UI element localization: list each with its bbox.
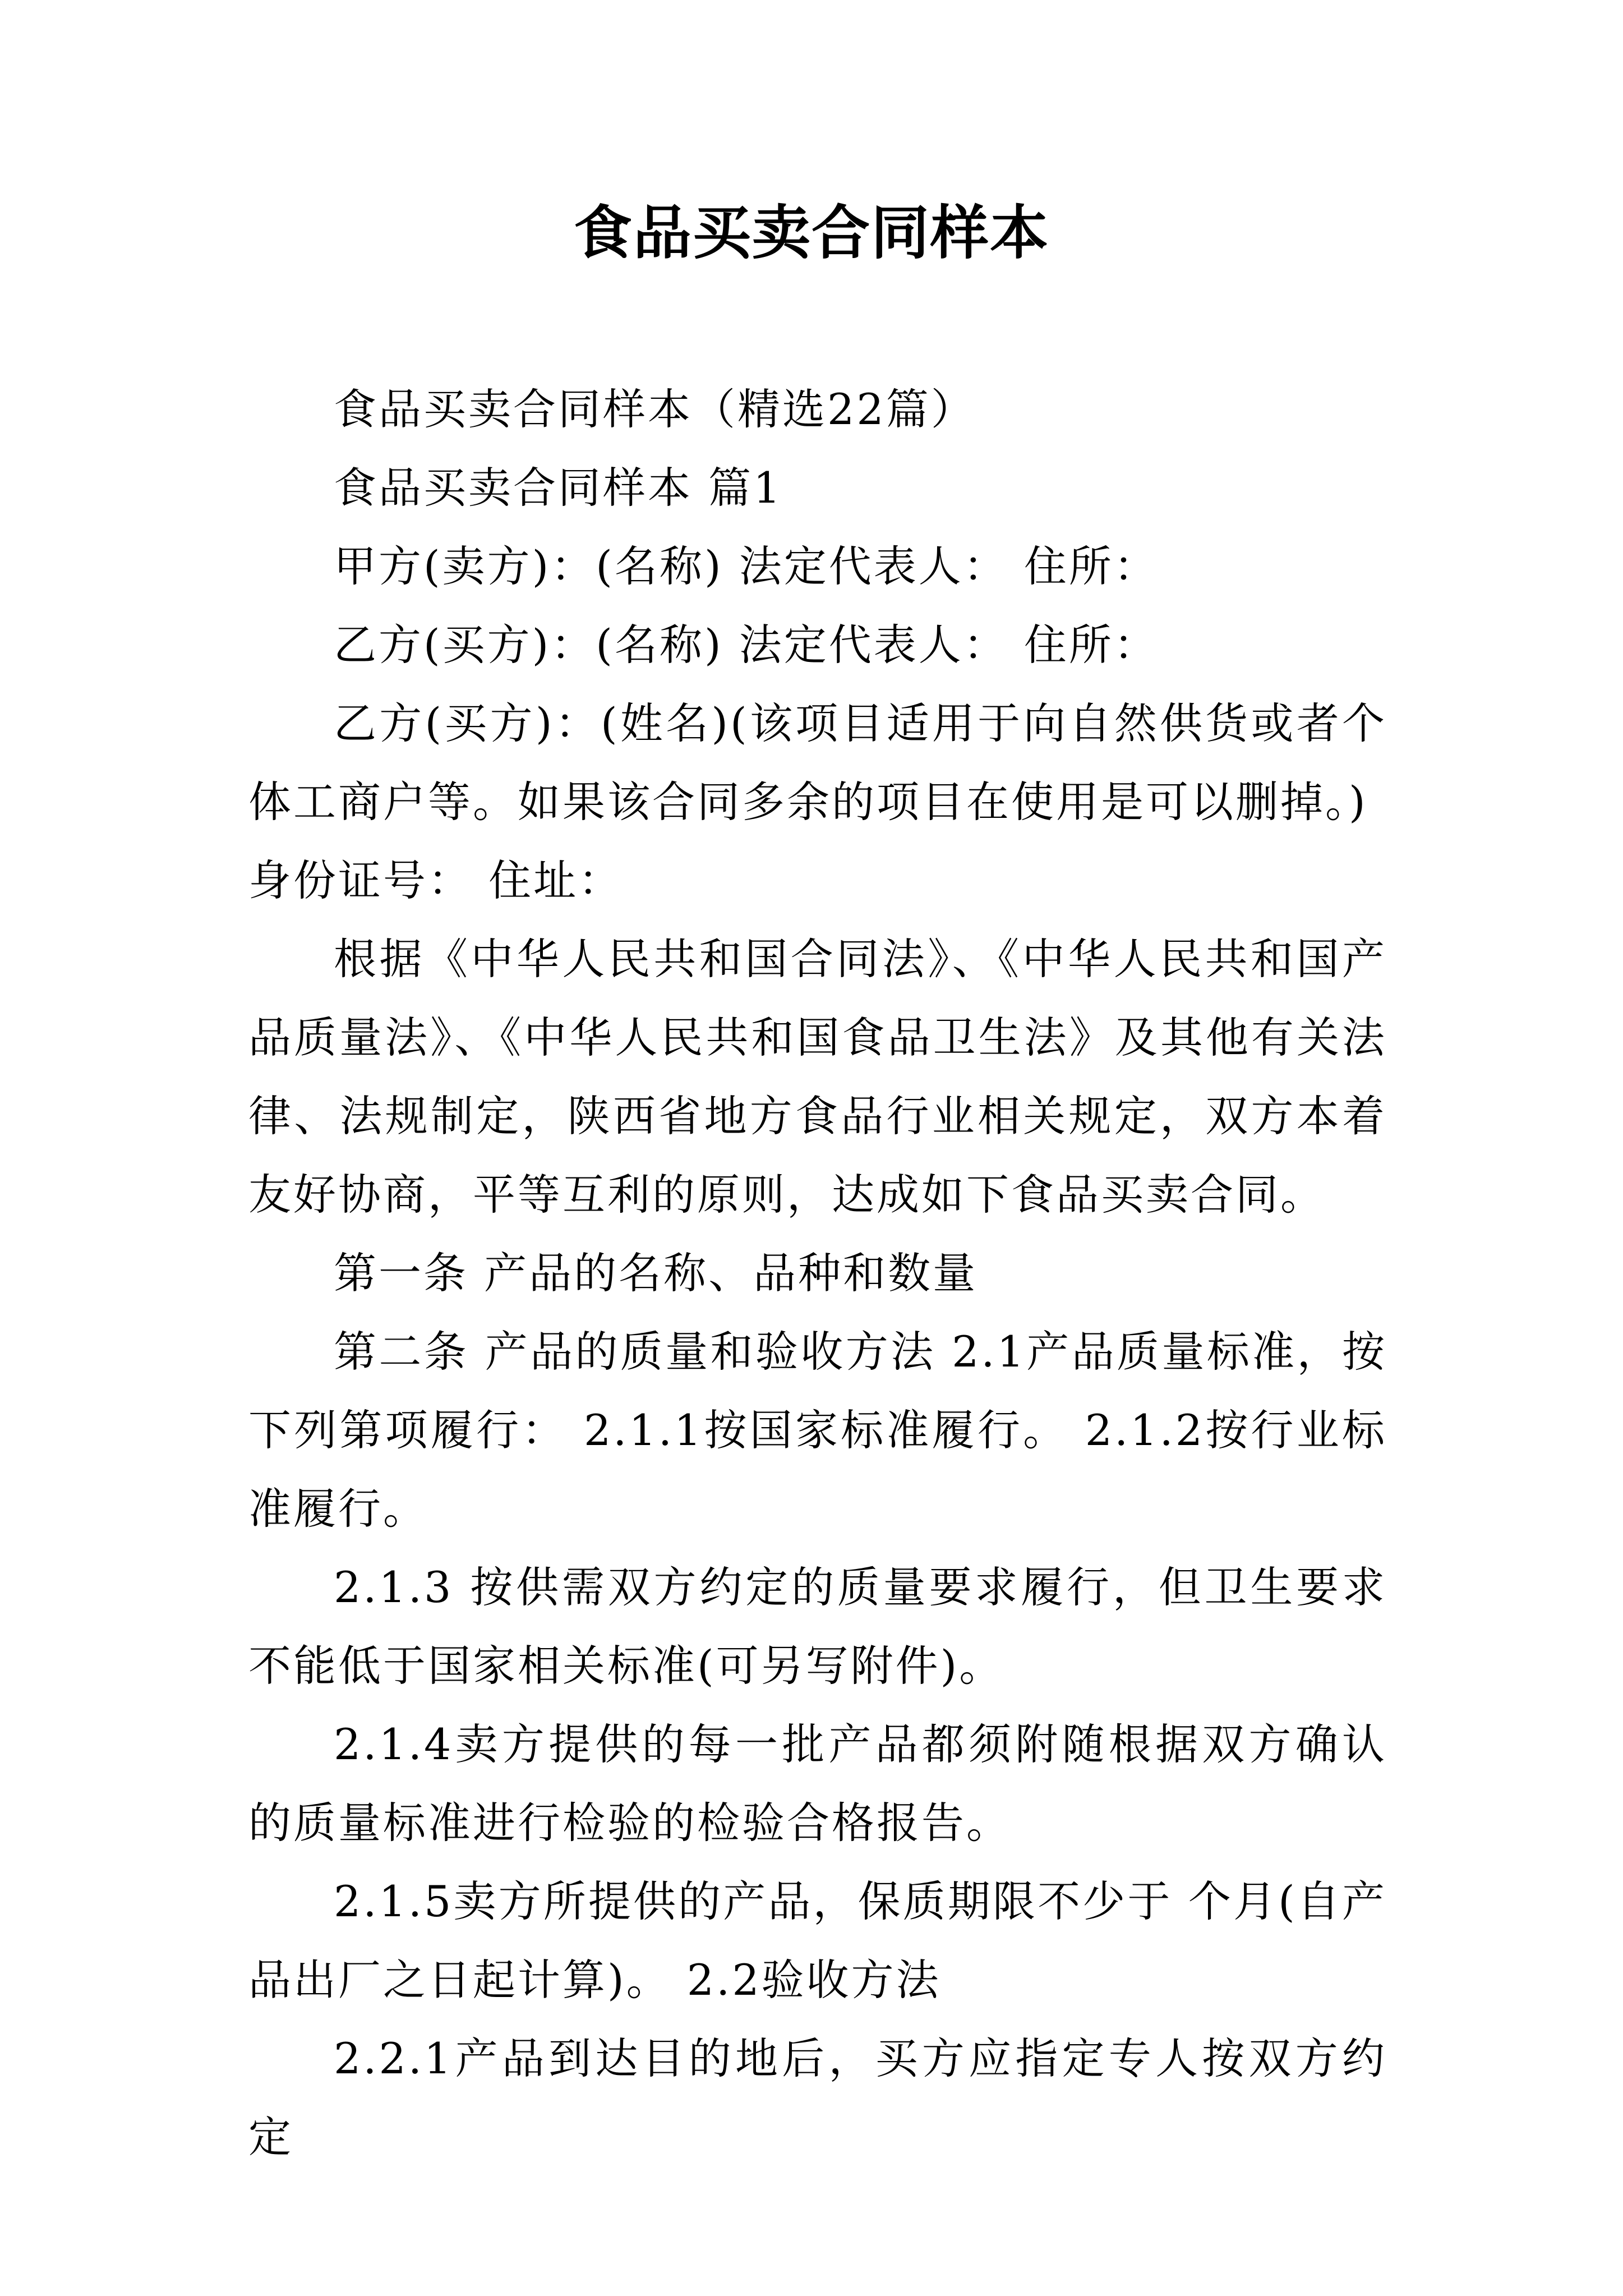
paragraph-clause-2-2-1: 2.2.1产品到达目的地后，买方应指定专人按双方约定	[248, 2033, 1387, 2162]
paragraph-party-b: 乙方(买方)：(名称) 法定代表人： 住所：	[334, 620, 1159, 670]
paragraph-subtitle: 食品买卖合同样本（精选22篇）	[334, 384, 976, 434]
paragraph-article-1: 第一条 产品的名称、品种和数量	[334, 1248, 978, 1298]
document-title: 食品买卖合同样本	[573, 198, 1049, 267]
paragraph-article-2: 第二条 产品的质量和验收方法 2.1产品质量标准，按下列第项履行： 2.1.1按国家标准履行。 2.1.2按行业标准履行。	[248, 1327, 1387, 1534]
paragraph-clause-2-1-3: 2.1.3 按供需双方约定的质量要求履行，但卫生要求不能低于国家相关标准(可另写附件)。	[248, 1562, 1387, 1691]
paragraph-party-b-individual: 乙方(买方)：(姓名)(该项目适用于向自然供货或者个体工商户等。如果该合同多余的项目在使用是可以删掉。)	[248, 698, 1387, 827]
paragraph-id-number: 身份证号： 住址：	[248, 855, 624, 905]
paragraph-legal-basis: 根据《中华人民共和国合同法》、《中华人民共和国产品质量法》、《中华人民共和国食品卫生法》及其他有关法律、法规制定，陕西省地方食品行业相关规定，双方本着友好协商，平等互利的原则，达成如下食品买卖合同。	[248, 934, 1387, 1220]
paragraph-clause-2-1-5: 2.1.5卖方所提供的产品，保质期限不少于 个月(自产品出厂之日起计算)。 2.2验收方法	[248, 1876, 1387, 2005]
paragraph-clause-2-1-4: 2.1.4卖方提供的每一批产品都须附随根据双方确认的质量标准进行检验的检验合格报告。	[248, 1719, 1387, 1848]
paragraph-section-heading: 食品买卖合同样本 篇1	[334, 463, 783, 513]
document-body	[248, 370, 1387, 2177]
paragraph-party-a: 甲方(卖方)：(名称) 法定代表人： 住所：	[334, 541, 1159, 591]
